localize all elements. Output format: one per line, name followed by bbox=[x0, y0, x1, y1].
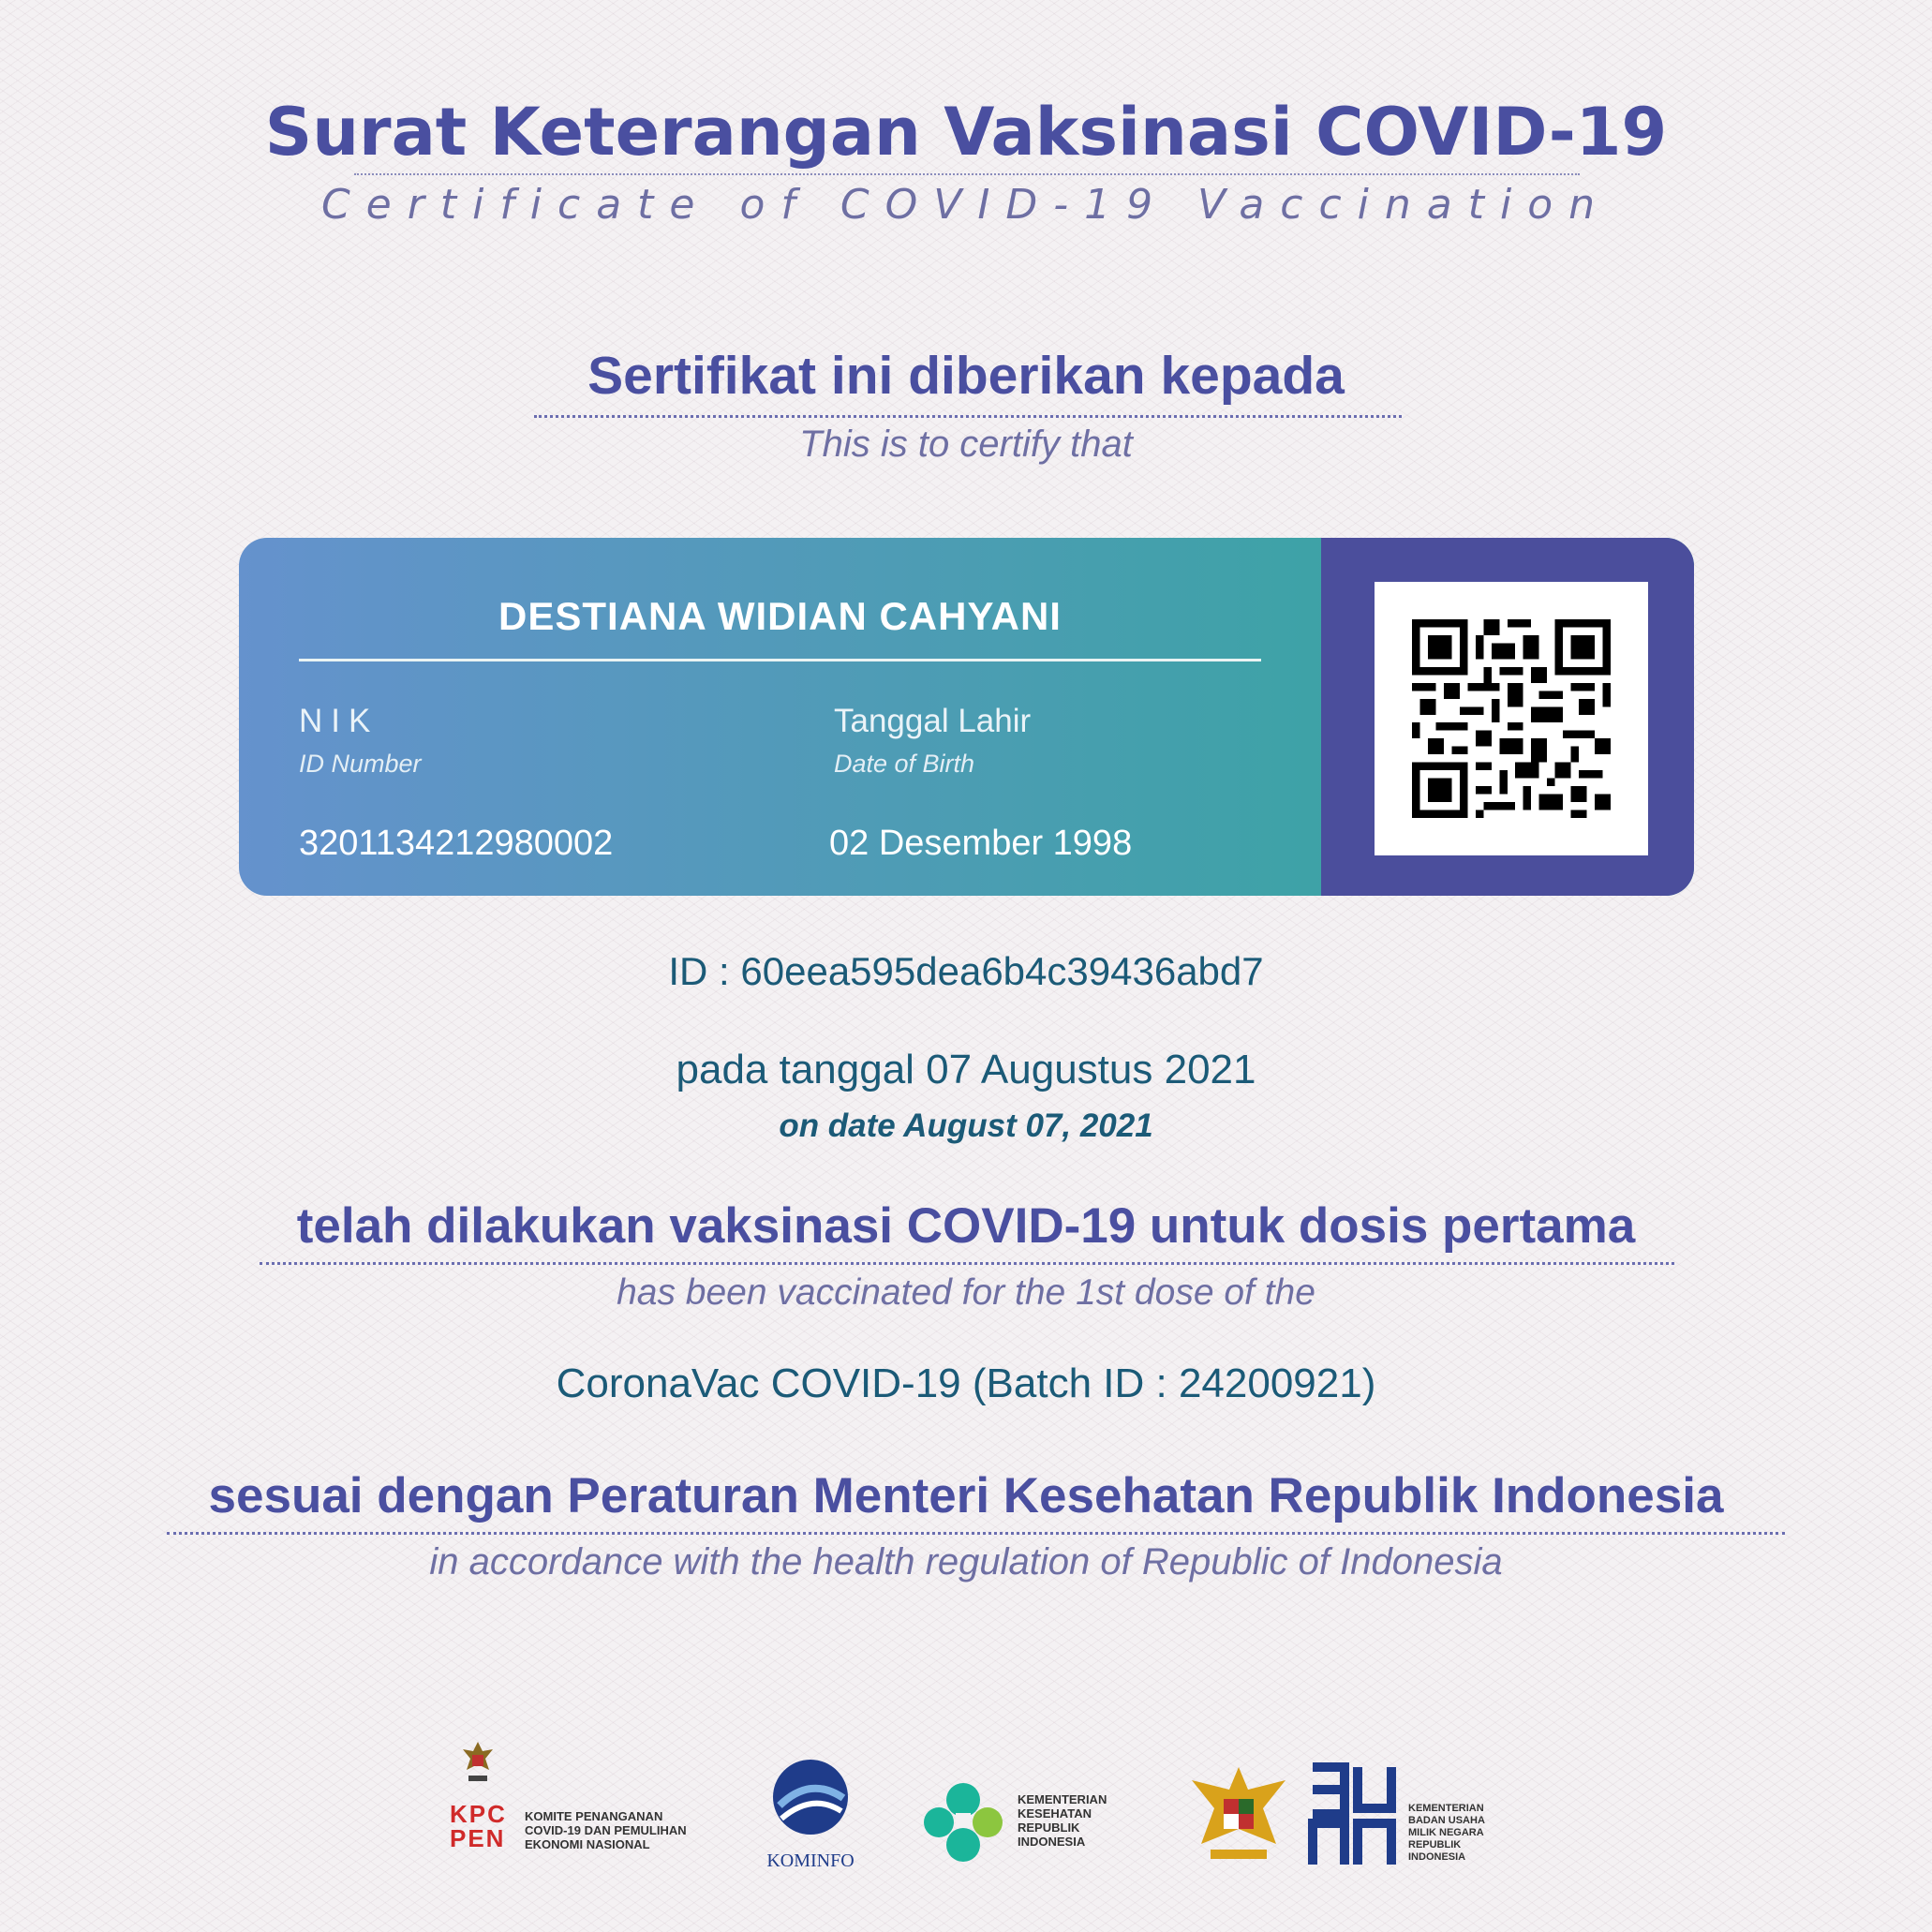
vaccination-statement: telah dilakukan vaksinasi COVID-19 untuk dosis pertama bbox=[296, 1198, 1636, 1254]
nik-label-en: ID Number bbox=[299, 750, 422, 778]
kpcpen-text-1: KOMITE PENANGANAN bbox=[525, 1809, 663, 1823]
kpcpen-text-2: COVID-19 DAN PEMULIHAN bbox=[525, 1823, 687, 1837]
regulation-statement: sesuai dengan Peraturan Menteri Kesehatan Republik Indonesia bbox=[208, 1468, 1724, 1523]
kemenkes-text-3: REPUBLIK bbox=[1018, 1821, 1080, 1835]
kemenkes-text-1: KEMENTERIAN bbox=[1018, 1792, 1107, 1806]
bumn-text-4: REPUBLIK bbox=[1408, 1839, 1462, 1850]
qr-code-icon bbox=[1412, 619, 1611, 818]
bumn-text-2: BADAN USAHA bbox=[1408, 1815, 1485, 1826]
qr-panel bbox=[1321, 538, 1694, 896]
qr-code-box[interactable] bbox=[1375, 582, 1648, 855]
vaccination-divider bbox=[260, 1262, 1674, 1265]
dob-value: 02 Desember 1998 bbox=[829, 824, 1133, 863]
bumn-icon bbox=[1307, 1761, 1401, 1870]
kominfo-text: KOMINFO bbox=[766, 1850, 855, 1871]
certificate-title-en: Certificate of COVID-19 Vaccination bbox=[320, 181, 1612, 229]
kpcpen-text-3: EKONOMI NASIONAL bbox=[525, 1837, 650, 1851]
card-divider bbox=[299, 659, 1261, 661]
bumn-text-3: MILIK NEGARA bbox=[1408, 1827, 1484, 1838]
certify-heading: Sertifikat ini diberikan kepada bbox=[587, 346, 1345, 406]
dob-label-en: Date of Birth bbox=[834, 750, 975, 778]
kominfo-logo bbox=[759, 1757, 862, 1879]
kemenkes-text-2: KESEHATAN bbox=[1018, 1806, 1092, 1821]
kpcpen-logo bbox=[450, 1738, 712, 1869]
garuda-icon bbox=[459, 1738, 497, 1787]
nik-value: 3201134212980002 bbox=[299, 824, 614, 863]
kpcpen-abbr-1: KPC bbox=[450, 1800, 507, 1828]
certificate-title: Surat Keterangan Vaksinasi COVID-19 bbox=[264, 94, 1668, 171]
garuda-pancasila-icon bbox=[1182, 1761, 1295, 1874]
holder-name: DESTIANA WIDIAN CAHYANI bbox=[498, 594, 1062, 638]
holder-card bbox=[239, 538, 1694, 896]
certificate-id: ID : 60eea595dea6b4c39436abd7 bbox=[668, 949, 1264, 993]
kemenkes-logo bbox=[918, 1776, 1124, 1879]
garuda-pancasila-logo bbox=[1182, 1761, 1295, 1874]
vaccination-statement-en: has been vaccinated for the 1st dose of the bbox=[617, 1272, 1315, 1313]
dob-label: Tanggal Lahir bbox=[834, 703, 1032, 739]
vaccination-date: pada tanggal 07 Augustus 2021 bbox=[676, 1047, 1256, 1092]
kemenkes-icon bbox=[918, 1776, 1008, 1865]
kpcpen-abbr-2: PEN bbox=[450, 1824, 506, 1852]
kemenkes-text-4: INDONESIA bbox=[1018, 1835, 1086, 1849]
regulation-divider bbox=[167, 1532, 1785, 1535]
bumn-text-1: KEMENTERIAN bbox=[1408, 1803, 1484, 1814]
bumn-text-5: INDONESIA bbox=[1408, 1851, 1466, 1863]
kominfo-globe-icon bbox=[770, 1757, 851, 1837]
bumn-logo bbox=[1307, 1761, 1513, 1874]
vaccination-date-en: on date August 07, 2021 bbox=[779, 1107, 1153, 1144]
regulation-statement-en: in accordance with the health regulation of Republic of Indonesia bbox=[429, 1541, 1503, 1583]
nik-label: NIK bbox=[299, 703, 379, 739]
vaccine-name: CoronaVac COVID-19 (Batch ID : 24200921) bbox=[556, 1360, 1376, 1406]
title-divider bbox=[354, 173, 1580, 175]
certify-heading-en: This is to certify that bbox=[799, 424, 1133, 465]
certify-divider bbox=[534, 415, 1402, 418]
